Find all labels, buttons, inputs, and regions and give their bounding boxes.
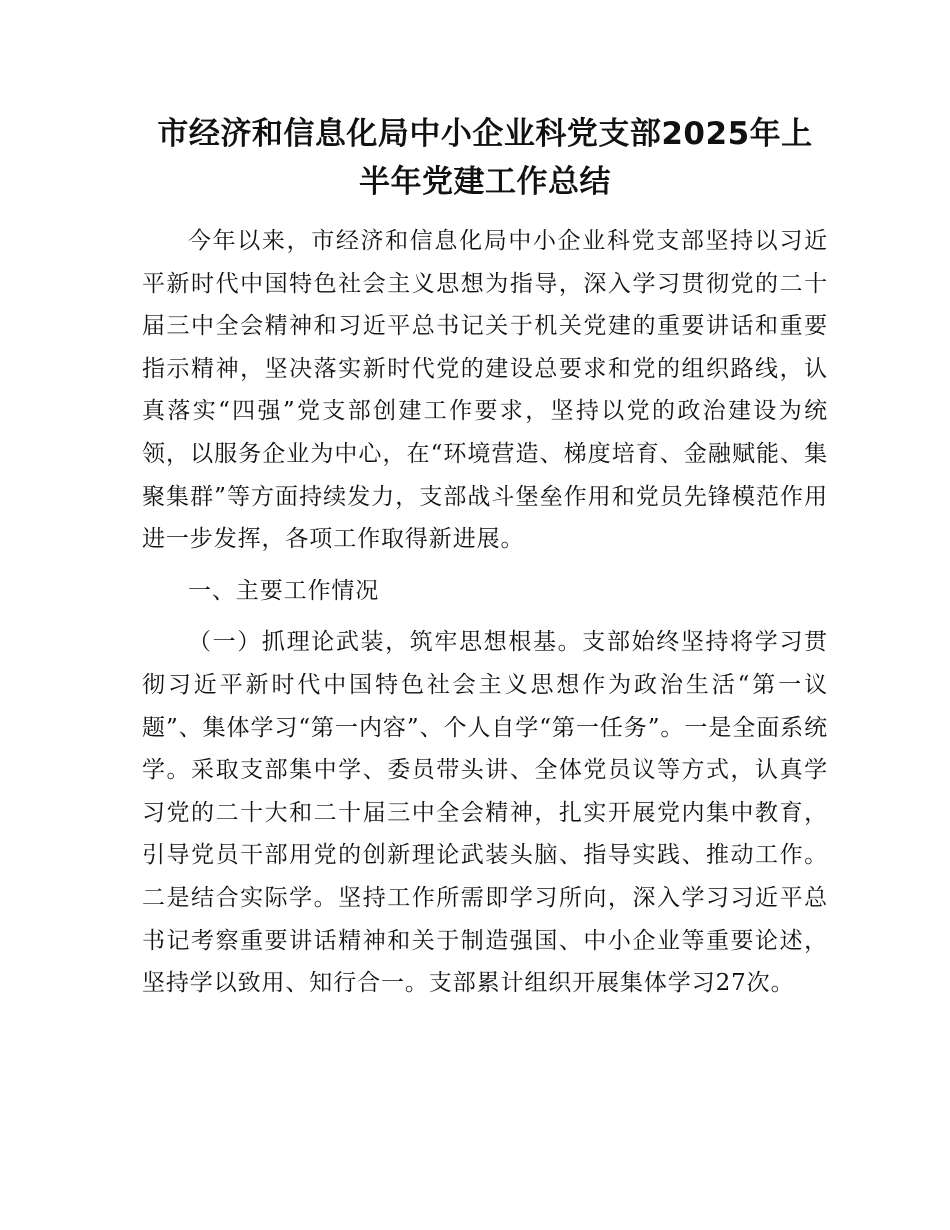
title-line-1: 市经济和信息化局中小企业科党支部2025年上 xyxy=(157,116,813,152)
title-line-2: 半年党建工作总结 xyxy=(359,164,611,200)
intro-paragraph: 今年以来，市经济和信息化局中小企业科党支部坚持以习近平新时代中国特色社会主义思想为指导，深入学习贯彻党的二十届三中全会精神和习近平总书记关于机关党建的重要讲话和重要指示精神，坚决落实新时代党的建设总要求和党的组织路线，认真落实“四强”党支部创建工作要求，坚持以党的政治建设为统领，以服务企业为中心，在“环境营造、梯度培育、金融赋能、集聚集群”等方面持续发力，支部战斗堡垒作用和党员先锋模范作用进一步发挥，各项工作取得新进展。 xyxy=(142,228,828,553)
document-title xyxy=(142,110,828,206)
section-heading: 一、主要工作情况 xyxy=(188,577,380,604)
document-page xyxy=(142,110,828,1005)
section-paragraph: （一）抓理论武装，筑牢思想根基。支部始终坚持将学习贯彻习近平新时代中国特色社会主义思想作为政治生活“第一议题”、集体学习“第一内容”、个人自学“第一任务”。一是全面系统学。采取支部集中学、委员带头讲、全体党员议等方式，认真学习党的二十大和二十届三中全会精神，扎实开展党内集中教育，引导党员干部用党的创新理论武装头脑、指导实践、推动工作。二是结合实际学。坚持工作所需即学习所向，深入学习习近平总书记考察重要讲话精神和关于制造强国、中小企业等重要论述，坚持学以致用、知行合一。支部累计组织开展集体学习27次。 xyxy=(142,629,828,997)
document-body xyxy=(142,220,828,1005)
